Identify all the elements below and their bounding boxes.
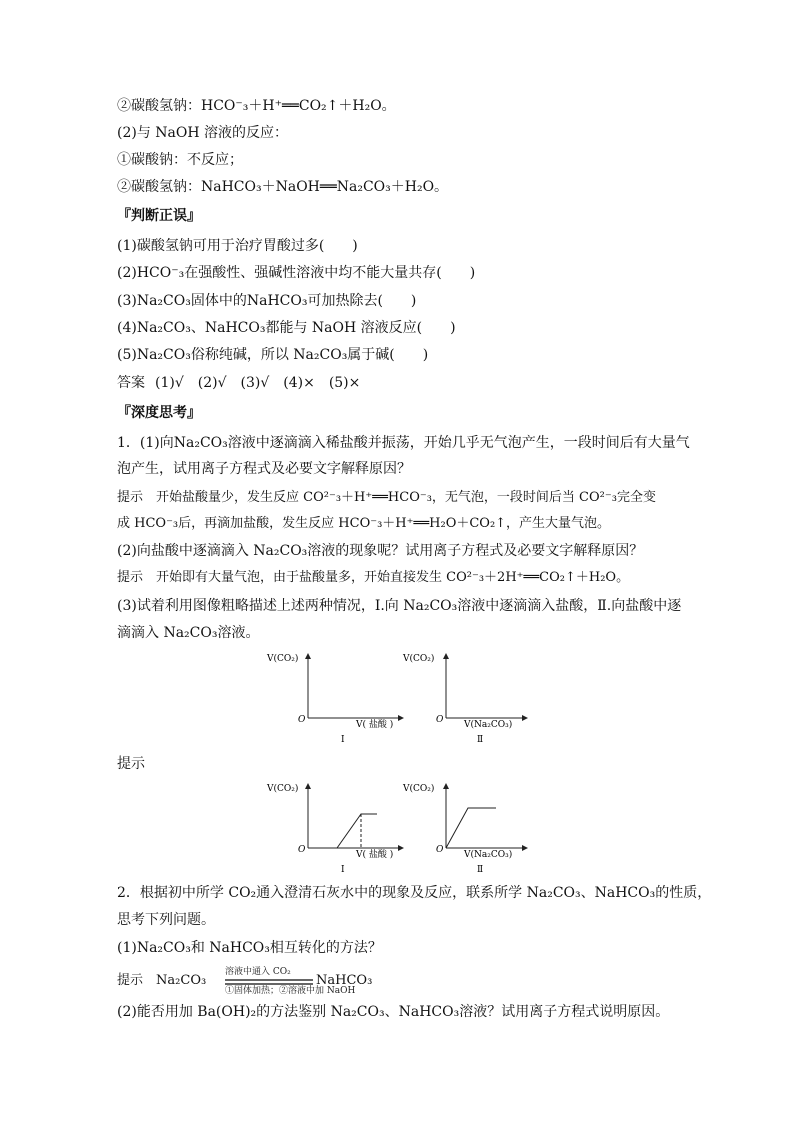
formula-left: Na₂CO₃ (156, 973, 207, 988)
hint-line (117, 972, 206, 990)
answer-label: 答案 (117, 375, 145, 391)
graph-1-axes (266, 653, 403, 745)
text-line: 滴滴入 Na₂CO₃溶液。 (117, 625, 260, 641)
origin-label: O (436, 845, 444, 855)
forward-arrow (225, 979, 313, 981)
hint-line (117, 489, 656, 507)
section-heading: 『深度思考』 (117, 405, 201, 421)
reverse-arrow (225, 983, 313, 985)
graph-2-axes (402, 653, 527, 745)
text-line: (2)向盐酸中逐滴滴入 Na₂CO₃溶液的现象呢？试用离子方程式及必要文字解释原因？ (117, 543, 644, 559)
text-line: (3)试着利用图像粗略描述上述两种情况，Ⅰ.向 Na₂CO₃溶液中逐滴滴入盐酸，Ⅱ.向盐酸中逐 (117, 598, 682, 614)
text-line: 思考下列问题。 (117, 912, 215, 928)
graph-roman-label: Ⅰ (341, 865, 345, 875)
graph-roman-label: Ⅰ (341, 735, 345, 745)
question-line: (1)碳酸氢钠可用于治疗胃酸过多( ) (117, 238, 358, 254)
curve-2 (446, 808, 496, 848)
x-axis-label: V( 盐酸 ) (356, 850, 394, 860)
x-axis-label: V( 盐酸 ) (356, 720, 394, 730)
blank-graphs (255, 650, 555, 750)
text-line: ②碳酸氢钠：NaHCO₃＋NaOH══Na₂CO₃＋H₂O。 (117, 179, 449, 195)
origin-label: O (298, 845, 306, 855)
curve-1 (308, 814, 377, 848)
section-heading: 『判断正误』 (117, 208, 201, 224)
answer-text: (1)√ (2)√ (3)√ (4)× (5)× (155, 375, 361, 391)
graph-roman-label: Ⅱ (477, 865, 484, 875)
answer-graphs (255, 780, 555, 880)
hint-line: 成 HCO⁻₃后，再滴加盐酸，发生反应 HCO⁻₃＋H⁺══H₂O＋CO₂↑，产生大量气泡。 (117, 516, 611, 531)
text-line: (1)Na₂CO₃和 NaHCO₃相互转化的方法？ (117, 940, 382, 956)
text-line: (2)能否用加 Ba(OH)₂的方法鉴别 Na₂CO₃、NaHCO₃溶液？试用离子方程式说明原因。 (117, 1004, 670, 1020)
y-axis-label: V(CO₂) (267, 784, 299, 794)
question-line: (2)HCO⁻₃在强酸性、强碱性溶液中均不能大量共存( ) (117, 265, 476, 281)
text-line: (2)与 NaOH 溶液的反应： (117, 125, 289, 141)
answer-line (117, 374, 360, 392)
text-line: 泡产生，试用离子方程式及必要文字解释原因？ (117, 461, 411, 477)
graph-2 (402, 783, 527, 875)
x-axis-label: V(Na₂CO₃) (464, 720, 513, 730)
hint-label: 提示 (117, 570, 144, 585)
text-line: ①碳酸钠：不反应； (117, 152, 243, 168)
hint-label: 提示 (117, 490, 144, 505)
hint-label: 提示 (117, 756, 145, 772)
x-axis-label: V(Na₂CO₃) (464, 850, 513, 860)
arrow-top-label: 溶液中通入 CO₂ (225, 967, 291, 977)
y-axis-label: V(CO₂) (267, 654, 299, 664)
question-line: (5)Na₂CO₃俗称纯碱，所以 Na₂CO₃属于碱( ) (117, 347, 429, 363)
question-line: (3)Na₂CO₃固体中的NaHCO₃可加热除去( ) (117, 293, 417, 309)
y-axis-label: V(CO₂) (403, 784, 435, 794)
origin-label: O (298, 715, 306, 725)
question-line: (4)Na₂CO₃、NaHCO₃都能与 NaOH 溶液反应( ) (117, 320, 456, 336)
origin-label: O (436, 715, 444, 725)
hint-line (117, 569, 629, 587)
arrow-bottom-label: ①固体加热；②溶液中加 NaOH (225, 986, 356, 996)
graph-roman-label: Ⅱ (477, 735, 484, 745)
text-line: 2．根据初中所学 CO₂通入澄清石灰水中的现象及反应，联系所学 Na₂CO₃、NaHCO₃的性质， (117, 885, 712, 901)
formula-right: NaHCO₃ (316, 973, 373, 988)
text-line: 1．(1)向Na₂CO₃溶液中逐滴滴入稀盐酸并振荡，开始几乎无气泡产生，一段时间后有大量气 (117, 435, 690, 451)
text-line: ②碳酸氢钠：HCO⁻₃＋H⁺══CO₂↑＋H₂O。 (117, 98, 396, 114)
hint-text: 开始即有大量气泡，由于盐酸量多，开始直接发生 CO²⁻₃＋2H⁺══CO₂↑＋H₂O。 (156, 570, 630, 585)
hint-label: 提示 (117, 973, 144, 988)
graph-1 (266, 783, 403, 875)
y-axis-label: V(CO₂) (403, 654, 435, 664)
hint-text: 开始盐酸量少，发生反应 CO²⁻₃＋H⁺══HCO⁻₃，无气泡，一段时间后当 CO²⁻₃完全变 (156, 490, 656, 505)
